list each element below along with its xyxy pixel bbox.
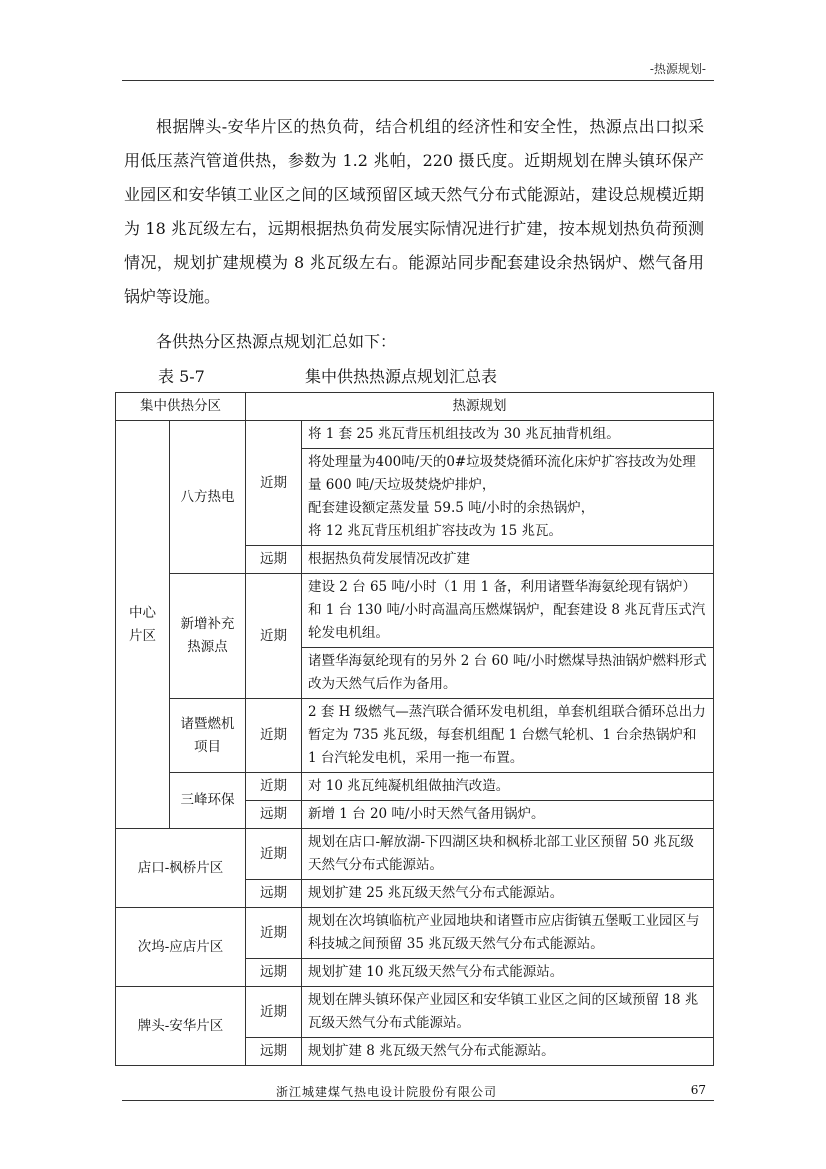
term-far-cell: 远期 [246, 801, 302, 829]
plan-bafang-near-3-text: 配套建设额定蒸发量 59.5 吨/小时的余热锅炉， [308, 500, 595, 516]
plan-xinzeng-1: 建设 2 台 65 吨/小时（1 用 1 备，利用诸暨华海氨纶现有锅炉）和 1 台 130 吨/小时高温高压燃煤锅炉，配套建设 8 兆瓦背压式汽轮发电机组。 [302, 574, 714, 648]
plan-zhuji: 2 套 H 级燃气—蒸汽联合循环发电机组，单套机组联合循环总出力暂定为 735 兆瓦级，每套机组配 1 台燃气轮机、1 台余热锅炉和 1 台汽轮发电机，采用一拖一布置。 [302, 699, 714, 773]
plan-diankou-near: 规划在店口-解放湖-下四湖区块和枫桥北部工业区预留 50 兆瓦级天然气分布式能源站。 [302, 829, 714, 880]
zone-center-cell [116, 421, 170, 829]
term-near-cell: 近期 [246, 829, 302, 880]
plan-bafang-near-2-text: 将处理量为400吨/天的0#垃圾焚烧循环流化床炉扩容技改为处理量 600 吨/天垃圾焚烧炉排炉， [308, 454, 696, 493]
source-xinzeng-label: 新增补充热源点 [180, 616, 235, 655]
body-paragraph: 根据牌头-安华片区的热负荷，结合机组的经济性和安全性，热源点出口拟采用低压蒸汽管道供热，参数为 1.2 兆帕，220 摄氏度。近期规划在牌头镇环保产业园区和安华镇工业区之间的区域预留区域天然气分布式能源站，建设总规模近期为 18 兆瓦级左右，远期根据热负荷发展实际情况进行扩建，按本规划热负荷预测情况，规划扩建规模为 8 兆瓦级左右。能源站同步配套建设余热锅炉、燃气备用锅炉等设施。 [124, 117, 704, 306]
term-near-cell: 近期 [246, 773, 302, 801]
term-near-cell: 近期 [246, 421, 302, 546]
zone-diankou-cell: 店口-枫桥片区 [116, 829, 246, 908]
header-divider [122, 80, 714, 81]
page-number: 67 [690, 1083, 706, 1097]
table-number: 表 5-7 [158, 367, 205, 386]
plan-xinzeng-2: 诸暨华海氨纶现有的另外 2 台 60 吨/小时燃煤导热油锅炉燃料形式改为天然气后作为备用。 [302, 648, 714, 699]
plan-paitou-near: 规划在牌头镇环保产业园区和安华镇工业区之间的区域预留 18 兆瓦级天然气分布式能源站。 [302, 987, 714, 1038]
term-far-cell: 远期 [246, 880, 302, 908]
plan-paitou-far: 规划扩建 8 兆瓦级天然气分布式能源站。 [302, 1038, 714, 1066]
source-zhuji-label: 诸暨燃机项目 [180, 715, 235, 755]
table-row [116, 829, 714, 880]
header-plan-cell: 热源规划 [246, 393, 714, 421]
zone-paitou-cell: 牌头-安华片区 [116, 987, 246, 1066]
plan-ciwu-near: 规划在次坞镇临杭产业园地块和诸暨市应店街镇五堡畈工业园区与科技城之间预留 35 兆瓦级天然气分布式能源站。 [302, 908, 714, 959]
term-near-cell: 近期 [246, 699, 302, 773]
plan-bafang-far: 根据热负荷发展情况改扩建 [302, 546, 714, 574]
table-row [116, 908, 714, 959]
source-xinzeng-cell [170, 574, 246, 699]
table-row [116, 773, 714, 801]
plan-bafang-near-1: 将 1 套 25 兆瓦背压机组技改为 30 兆瓦抽背机组。 [302, 421, 714, 449]
header-section-label: -热源规划- [649, 62, 706, 76]
term-near-cell: 近期 [246, 574, 302, 699]
plan-sanfeng-far: 新增 1 台 20 吨/小时天然气备用锅炉。 [302, 801, 714, 829]
footer-divider [122, 1100, 714, 1101]
source-zhuji-cell [170, 699, 246, 773]
plan-bafang-near-4-text: 将 12 兆瓦背压机组扩容技改为 15 兆瓦。 [308, 523, 563, 539]
table-row [116, 421, 714, 449]
plan-bafang-near-2 [302, 449, 714, 546]
term-far-cell: 远期 [246, 1038, 302, 1066]
table-intro: 各供热分区热源点规划汇总如下： [156, 332, 397, 351]
term-far-cell: 远期 [246, 546, 302, 574]
plan-sanfeng-near: 对 10 兆瓦纯凝机组做抽汽改造。 [302, 773, 714, 801]
footer-company: 浙江城建煤气热电设计院股份有限公司 [276, 1085, 498, 1099]
term-near-cell: 近期 [246, 908, 302, 959]
term-near-cell: 近期 [246, 987, 302, 1038]
table-row [116, 987, 714, 1038]
source-sanfeng-cell: 三峰环保 [170, 773, 246, 829]
zone-ciwu-cell: 次坞-应店片区 [116, 908, 246, 987]
term-far-cell: 远期 [246, 959, 302, 987]
plan-diankou-far: 规划扩建 25 兆瓦级天然气分布式能源站。 [302, 880, 714, 908]
plan-ciwu-far: 规划扩建 10 兆瓦级天然气分布式能源站。 [302, 959, 714, 987]
header-zone-cell: 集中供热分区 [116, 393, 246, 421]
heat-source-plan-table [115, 392, 714, 1066]
table-row [116, 574, 714, 648]
table-header-row [116, 393, 714, 421]
table-title: 集中供热热源点规划汇总表 [305, 367, 498, 386]
source-bafang-cell: 八方热电 [170, 421, 246, 574]
zone-center-label: 中心片区 [129, 604, 156, 644]
